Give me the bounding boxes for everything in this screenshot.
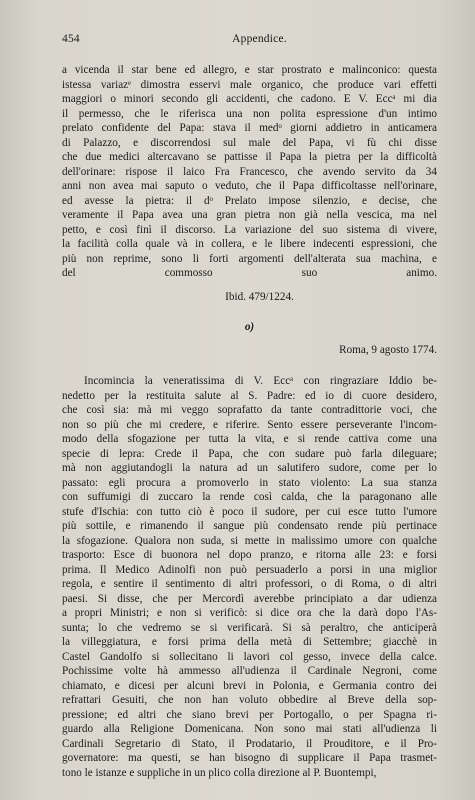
text-line: specie di lepra: Crede il Papa, che con sudare può farla dileguare;: [62, 447, 437, 460]
text-line: pressione; ed altri che siano brevi per Portogallo, o per Spagna ri-: [62, 708, 437, 721]
page-header: [62, 33, 437, 47]
text-line: governatore: ma questi, se han bisogno di supplicare il Papa trasmet-: [62, 752, 437, 764]
text-line: a vicenda il star bene ed allegro, e star prostrato e malinconico: questa: [62, 64, 437, 76]
text-line: mà non aggiutandogli la natura ad un salutifero sudore, come per lo: [62, 462, 437, 474]
text-line: anni non avea mai saputo o veduto, che il Papa difficoltasse nell'orinare,: [62, 180, 437, 192]
text-line: petto, e così finì il discorso. La variazione del suo sistema di vivere,: [62, 223, 437, 236]
letter-body-paragraph: [62, 374, 437, 780]
text-line: modo della sfogazione per tutta la vita, e si rende cattiva come una: [62, 433, 437, 445]
text-line: più non reprime, sono li forti argomenti dell'alterata sua machina, e: [62, 252, 437, 265]
text-line: Incomincia la veneratissima di V. Eccᵃ con ringraziare Iddio be-: [84, 375, 437, 387]
text-line: che così sia: mà mi veggo soprafatto da tante contradittorie voci, che: [62, 404, 437, 416]
text-line: regola, e sentire il sentimento di altri professori, o di Roma, o di altri: [62, 578, 437, 590]
text-line: dell'orinare: rispose il laico Fra Francesco, che avendo servito da 34: [62, 165, 437, 178]
text-line: sunta; lo che vedremo se si verificarà. Si sà peraltro, che anticiperà: [62, 621, 437, 634]
text-line: a propri Ministri; e non si verificò: si dice ora che la darà dopo l'As-: [62, 607, 437, 619]
text-line: passato: egli procura a promoverlo in stato violento: La sua stanza: [62, 476, 437, 489]
text-line: del commosso suo animo.: [62, 267, 437, 279]
text-line: non so più che mi credere, e riferire. Sento essere perseverante l'incom-: [62, 418, 437, 431]
text-line: la villeggiatura, e forsi prima della metà di Settembre; giacchè in: [62, 636, 437, 648]
text-line: trasporto: Esce di buonora nel dopo pranzo, e ritorna alle 23: e forsi: [62, 549, 437, 561]
running-head: Appendice.: [232, 33, 287, 45]
text-line: tono le istanze e suppliche in un plico colla direzione al P. Buontempi,: [62, 766, 377, 779]
text-line: la sfogazione. Qualora non suda, si mette in malissimo umore con qualche: [62, 534, 437, 547]
text-line: stufe d'Ischia: con tutto ciò è poco il sudore, per cui esce tutto l'umore: [62, 505, 437, 518]
text-line: ed avesse la pietra: il dᵒ Prelato impose silenzio, e decise, che: [62, 194, 437, 207]
text-line: di Palazzo, e discorrendosi sul male del Papa, vi fù chi disse: [62, 136, 437, 149]
text-line: prima. Il Medico Adinolfi non può persuaderlo a porsi in una miglior: [62, 563, 437, 576]
archival-citation: Ibid. 479/1224.: [225, 291, 294, 303]
text-line: chiamato, e dicesi per alcuni brevi in Polonia, e Germania contro dei: [62, 679, 437, 692]
text-line: il permesso, che le riferisca una non polita espressione d'un intimo: [62, 107, 437, 120]
text-line: Pochissime volte hà ammesso all'udienza il Cardinale Negroni, come: [62, 665, 437, 677]
text-line: veramente il Papa avea una gran pietra non già nella vescica, ma nel: [62, 209, 437, 221]
paragraph-continuation: [62, 63, 437, 281]
text-line: istessa variazᵉ dimostra esservi male organico, che produce vari effetti: [62, 78, 437, 91]
text-line: nedetto per la restituita salute al S. Padre: ed io di cuore desidero,: [62, 389, 437, 402]
text-line: Castel Gandolfo si sollecitano li lavori col gesso, invece della calce.: [62, 650, 437, 663]
text-line: che due medici altercavano se pattisse il Papa la pietra per la difficoltà: [62, 151, 437, 163]
text-line: paesi. Si disse, che per Mercordì averebbe principiato a dar udienza: [62, 592, 437, 605]
page-number: 454: [62, 33, 80, 45]
text-line: con suffumigi di zuccaro la rende così calda, che la paragonano alle: [62, 491, 437, 503]
text-line: prelato confidente del Papa: stava il medᵒ giorni addietro in anticamera: [62, 122, 437, 134]
text-line: Cardinali Segretario di Stato, il Prodatario, il Prouditore, e il Pro-: [62, 737, 437, 750]
text-line: maggiori o minori secondo gli accidenti, che cadono. E V. Eccᵃ mi dia: [62, 93, 437, 105]
text-line: guardo alla Religione Domenicana. Non sono mai stati all'udienza li: [62, 723, 437, 735]
letter-dateline: Roma, 9 agosto 1774.: [339, 344, 437, 356]
letter-marker: o): [244, 321, 255, 333]
text-line: più sottile, e rimanendo il sangue più condensato rende più pertinace: [62, 520, 437, 532]
text-line: la facilità colla quale và in collera, e le libere indecenti espressioni, che: [62, 238, 437, 250]
text-line: refrattari Gesuiti, che non han voluto obbedire al Breve della sop-: [62, 694, 437, 706]
